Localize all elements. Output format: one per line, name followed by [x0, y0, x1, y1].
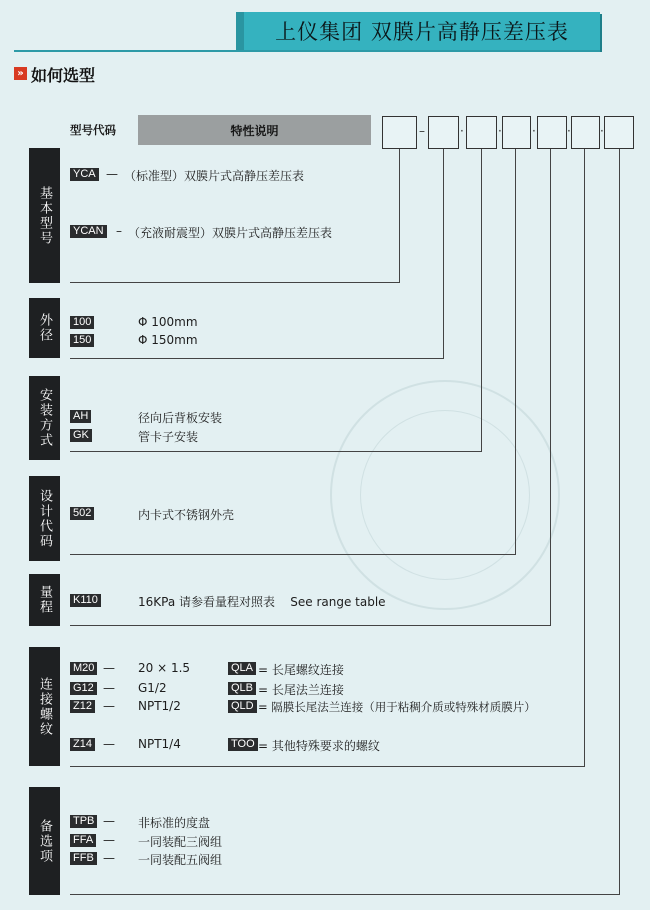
- category-options: 备选项: [29, 787, 60, 895]
- option-code-secondary: TOO: [228, 738, 258, 751]
- option-code: 150: [70, 334, 94, 347]
- option-code: 100: [70, 316, 94, 329]
- option-text-secondary: = 长尾法兰连接: [258, 683, 344, 697]
- option-text: Φ 150mm: [138, 333, 198, 347]
- option-text: NPT1/2: [138, 699, 181, 713]
- option-code: M20: [70, 662, 97, 675]
- title-bar-shade: [236, 12, 244, 50]
- category-connection-thread: 连接螺纹: [29, 647, 60, 766]
- connector-line: [70, 358, 444, 359]
- code-slot-3: [466, 116, 497, 149]
- option-code: Z14: [70, 738, 95, 751]
- category-mounting: 安装方式: [29, 376, 60, 460]
- option-dash: —: [103, 814, 115, 828]
- option-dash: —: [103, 681, 115, 695]
- option-text: NPT1/4: [138, 737, 181, 751]
- option-dash: —: [103, 661, 115, 675]
- option-code: AH: [70, 410, 91, 423]
- option-text: （标准型）双膜片式高静压差压表: [124, 169, 305, 183]
- option-text: 管卡子安装: [138, 430, 199, 444]
- option-text: 一同装配五阀组: [138, 853, 223, 867]
- option-text-secondary: = 隔膜长尾法兰连接（用于粘稠介质或特殊材质膜片）: [258, 700, 536, 714]
- connector-line: [515, 149, 516, 555]
- connector-line: [70, 894, 620, 895]
- option-code: Z12: [70, 700, 95, 713]
- header-rule: [14, 50, 600, 52]
- option-code: FFB: [70, 852, 97, 865]
- code-slot-1: [382, 116, 417, 149]
- option-code-secondary: QLB: [228, 682, 256, 695]
- connector-line: [70, 282, 400, 283]
- option-dash: —: [106, 167, 118, 181]
- spec-header: 特性说明: [138, 115, 371, 145]
- option-code: FFA: [70, 834, 96, 847]
- option-code-secondary: QLA: [228, 662, 256, 675]
- option-text: 16KPa 请参看量程对照表 See range table: [138, 595, 386, 609]
- option-text: 非标准的度盘: [138, 816, 211, 830]
- category-basic-model: 基本型号: [29, 148, 60, 283]
- connector-line: [70, 451, 482, 452]
- slot-separator: ·: [532, 124, 536, 138]
- option-dash: –: [116, 224, 122, 238]
- connector-line: [70, 554, 516, 555]
- connector-line: [70, 625, 551, 626]
- category-outer-diameter: 外径: [29, 298, 60, 358]
- option-text: 径向后背板安装: [138, 411, 223, 425]
- page-title: 上仪集团 双膜片高静压差压表: [244, 12, 600, 50]
- connector-line: [550, 149, 551, 626]
- slot-separator: ·: [567, 124, 571, 138]
- connector-line: [70, 766, 585, 767]
- option-code: YCAN: [70, 225, 107, 238]
- code-slot-7: [604, 116, 634, 149]
- option-text: 20 × 1.5: [138, 661, 191, 675]
- option-code: GK: [70, 429, 92, 442]
- option-text: G1/2: [138, 681, 167, 695]
- connector-line: [399, 149, 400, 283]
- section-title: 如何选型: [31, 66, 96, 85]
- connector-line: [619, 149, 620, 895]
- option-text: Φ 100mm: [138, 315, 198, 329]
- option-code: YCA: [70, 168, 99, 181]
- option-dash: —: [103, 851, 115, 865]
- option-code: 502: [70, 507, 94, 520]
- option-text: （充液耐震型）双膜片式高静压差压表: [128, 226, 333, 240]
- connector-line: [584, 149, 585, 767]
- category-range: 量程: [29, 574, 60, 626]
- connector-line: [481, 149, 482, 452]
- section-marker-icon: »: [14, 67, 27, 80]
- code-slot-4: [502, 116, 531, 149]
- model-code-header: 型号代码: [70, 123, 116, 137]
- connector-line: [443, 149, 444, 359]
- option-text-secondary: = 长尾螺纹连接: [258, 663, 344, 677]
- option-dash: —: [103, 737, 115, 751]
- code-slot-5: [537, 116, 567, 149]
- option-dash: —: [103, 699, 115, 713]
- code-slot-2: [428, 116, 459, 149]
- option-code: TPB: [70, 815, 97, 828]
- slot-separator: ·: [498, 124, 502, 138]
- option-text: 内卡式不锈钢外壳: [138, 508, 235, 522]
- slot-separator: ·: [600, 124, 604, 138]
- option-code-secondary: QLD: [228, 700, 257, 713]
- option-text: 一同装配三阀组: [138, 835, 223, 849]
- code-slot-6: [571, 116, 600, 149]
- option-code: K110: [70, 594, 101, 607]
- option-dash: —: [103, 833, 115, 847]
- category-design-code: 设计代码: [29, 476, 60, 561]
- option-code: G12: [70, 682, 97, 695]
- slot-separator: –: [419, 124, 425, 138]
- slot-separator: ·: [460, 124, 464, 138]
- option-text-secondary: = 其他特殊要求的螺纹: [258, 739, 380, 753]
